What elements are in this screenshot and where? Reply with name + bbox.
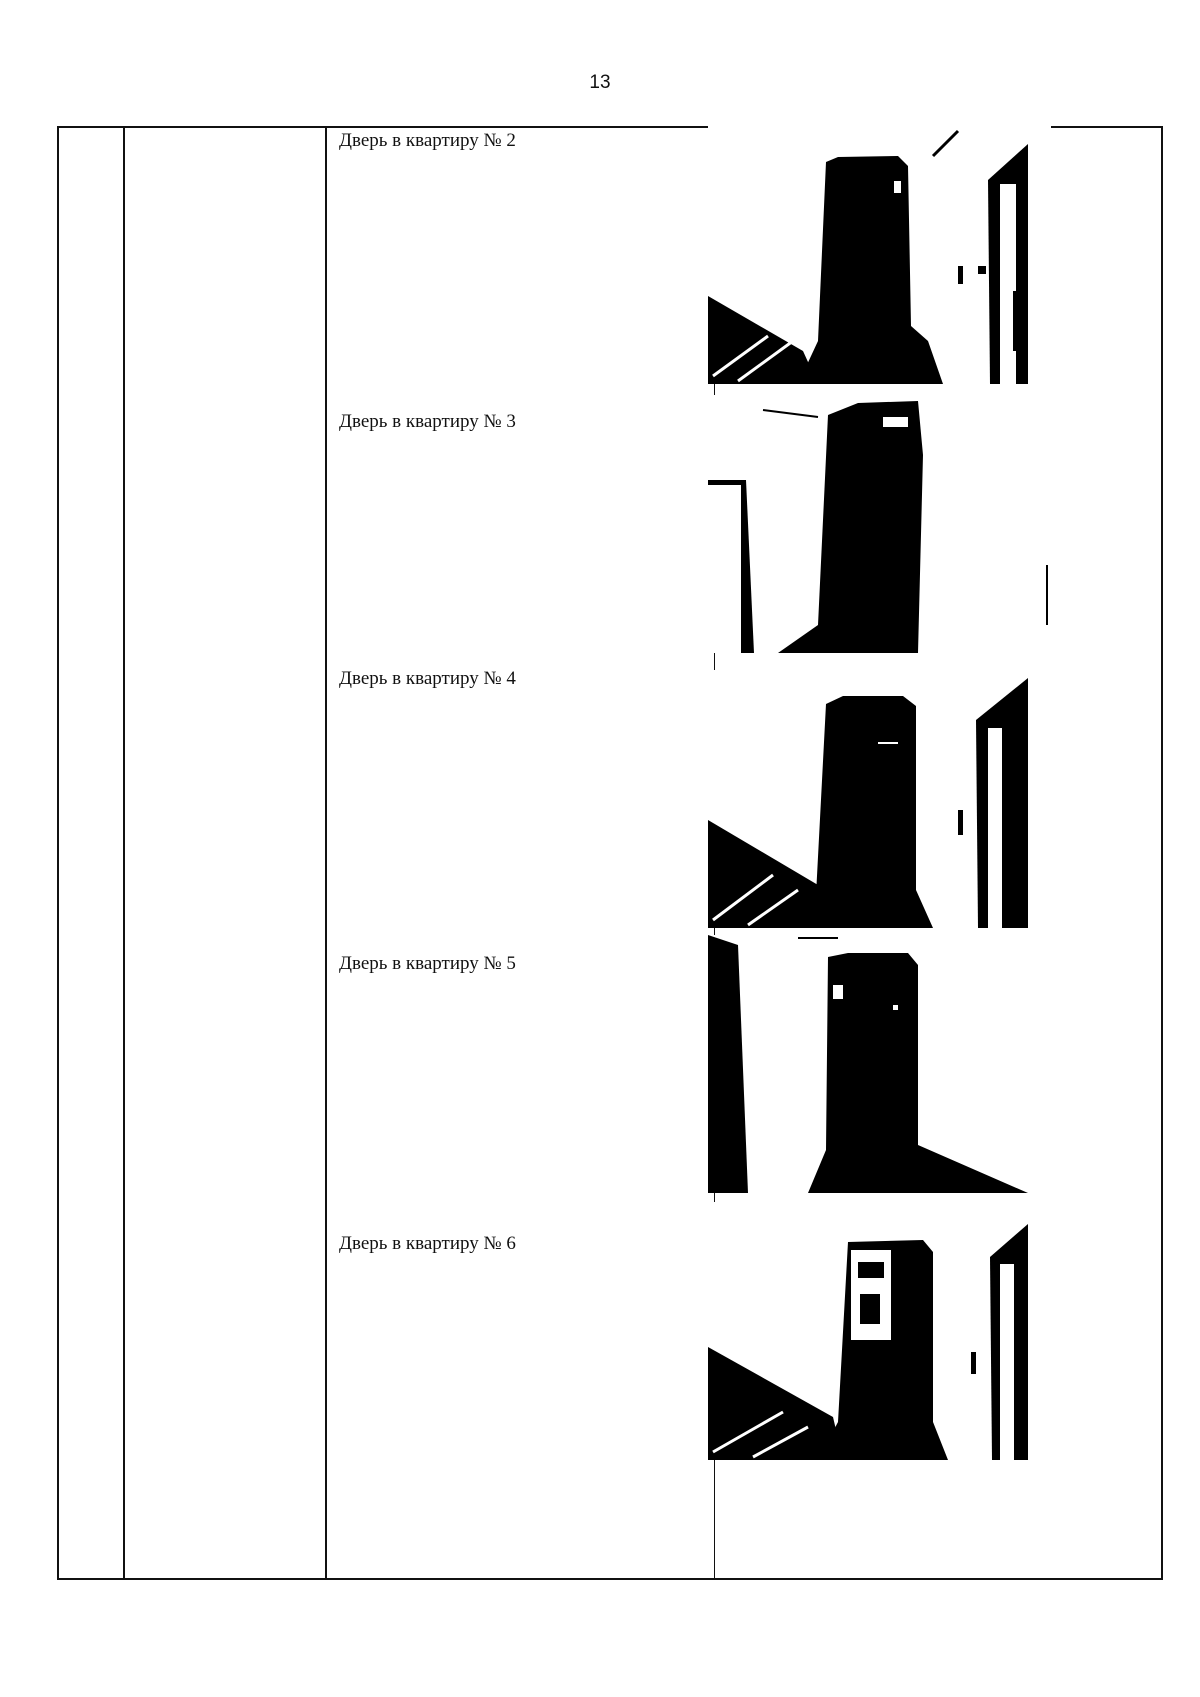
column-divider <box>123 128 125 1578</box>
caption-apartment-3: Дверь в квартиру № 3 <box>339 411 516 432</box>
caption-apartment-6: Дверь в квартиру № 6 <box>339 1233 516 1254</box>
door-photo-icon <box>708 1202 1051 1460</box>
door-photo-icon <box>708 935 1051 1193</box>
door-photo-icon <box>708 126 1051 384</box>
caption-apartment-4: Дверь в квартиру № 4 <box>339 668 516 689</box>
door-photo-icon <box>708 670 1051 928</box>
caption-apartment-5: Дверь в квартиру № 5 <box>339 953 516 974</box>
door-photo-icon <box>708 395 1051 653</box>
page-number: 13 <box>589 72 611 93</box>
caption-apartment-2: Дверь в квартиру № 2 <box>339 130 516 151</box>
column-divider <box>325 128 327 1578</box>
